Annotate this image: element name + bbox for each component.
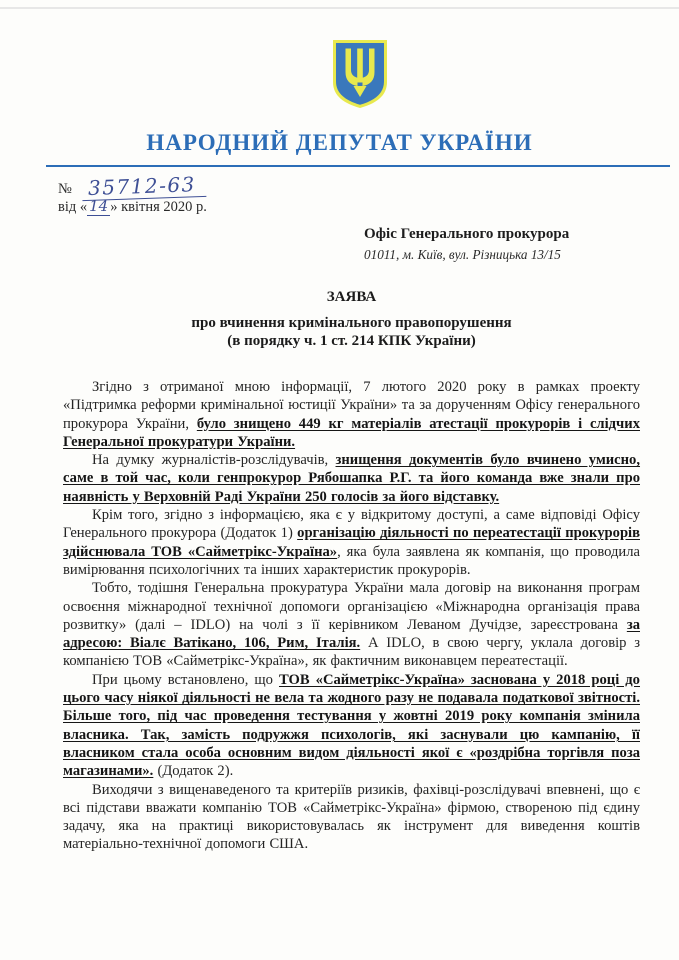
text-run: Виходячи з вищенаведеного та критеріїв ризиків, фахівці-розслідувачі впевнені, що є всі підстави вважати компанію ТОВ «Сайметрікс-Україна» фірмою, створеною під єдину задачу, яка на практиці використовувалась як інструмент для виведення коштів матеріально-технічної допомоги США. [63, 781, 640, 853]
text-run: , яка була заявлена як компанія, що проводила вимірювання психологічних та інших характеристик прокурорів. [63, 543, 640, 578]
letterhead-divider [46, 165, 670, 167]
emphasized-underlined-run: ТОВ «Сайметрікс-Україна» заснована у 2018 році до цього часу ніякої діяльності не вела та жодного разу не подавала податкової звітності. Більше того, під час проведення тестування у жовтні 2019 року компанія змінила власника. Так, замість подружжя психологів, які заснували цю кампанію, її власником стала особа основним видом діяльності якої є «роздрібна торгівля поза магазинами». [63, 671, 640, 780]
body-paragraph [63, 579, 640, 670]
text-run: При цьому встановлено, що [92, 671, 279, 688]
recipient-block [364, 226, 644, 263]
document-date-line [58, 197, 207, 216]
recipient-name: Офіс Генерального прокурора [364, 226, 570, 242]
scan-artifact-line [0, 7, 679, 9]
body-paragraph [63, 451, 640, 506]
statement-heading [63, 288, 640, 350]
text-run: На думку журналістів-розслідувачів, [92, 452, 336, 469]
recipient-address: 01011, м. Київ, вул. Різницька 13/15 [364, 247, 561, 262]
body-paragraph [63, 506, 640, 579]
date-suffix: » квітня 2020 р. [110, 199, 207, 215]
text-run: Згідно з отриманої мною інформації, 7 лютого 2020 року в рамках проекту «Підтримка реформи кримінальної юстиції України» та за дорученням Офісу генерального прокурора України, [63, 379, 640, 432]
text-run: А IDLO, в свою чергу, уклала договір з компанією ТОВ «Сайметрікс-Україна», як фактичним виконавцем переатестації. [63, 635, 640, 670]
text-run: (Додаток 2). [153, 763, 234, 780]
handwritten-day: 14 [89, 197, 109, 215]
body-paragraph [63, 781, 640, 854]
emphasized-underlined-run: організацію діяльності по переатестації прокурорів здійснювала ТОВ «Сайметрікс-Україна» [63, 525, 640, 560]
body-paragraph [63, 671, 640, 781]
handwritten-document-number: 35712-63 [81, 172, 206, 201]
document-body [63, 378, 640, 854]
text-run: Крім того, згідно з інформацією, яка є у відкритому доступі, а саме відповіді Офісу Генерального прокурора (Додаток 1) [63, 507, 640, 542]
document-number-line [58, 174, 206, 199]
statement-title: ЗАЯВА [326, 289, 377, 305]
letterhead-title: НАРОДНИЙ ДЕПУТАТ УКРАЇНИ [146, 130, 533, 155]
number-sign-label: № [58, 181, 72, 197]
statement-subtitle: про вчинення кримінального правопорушення [191, 315, 512, 331]
emphasized-underlined-run: знищення документів було вчинено умисно, саме в той час, коли генпрокурор Рябошапка Р.Г. та його команда вже знали про наявність у Верховній Раді України 250 голосів за його відставку. [63, 452, 641, 505]
date-prefix: від « [58, 199, 88, 215]
statement-legal-clause: (в порядку ч. 1 ст. 214 КПК України) [227, 333, 476, 349]
text-run: Тобто, тодішня Генеральна прокуратура України мала договір на виконання програм освоєння міжнародної технічної допомоги організацією «Міжнародна організація права розвитку» (далі – IDLO) на чолі з її керівником Леваном Дучідзе, зареєстрована [63, 580, 640, 633]
coat-of-arms-svg [332, 39, 388, 109]
body-paragraph [63, 378, 640, 451]
ukraine-trident-emblem-icon [332, 39, 388, 109]
emphasized-underlined-run: за адресою: Віалє Ватікано, 106, Рим, Італія. [63, 616, 640, 652]
emphasized-underlined-run: було знищено 449 кг матеріалів атестації прокурорів і слідчих Генеральної прокуратури України. [63, 415, 640, 450]
